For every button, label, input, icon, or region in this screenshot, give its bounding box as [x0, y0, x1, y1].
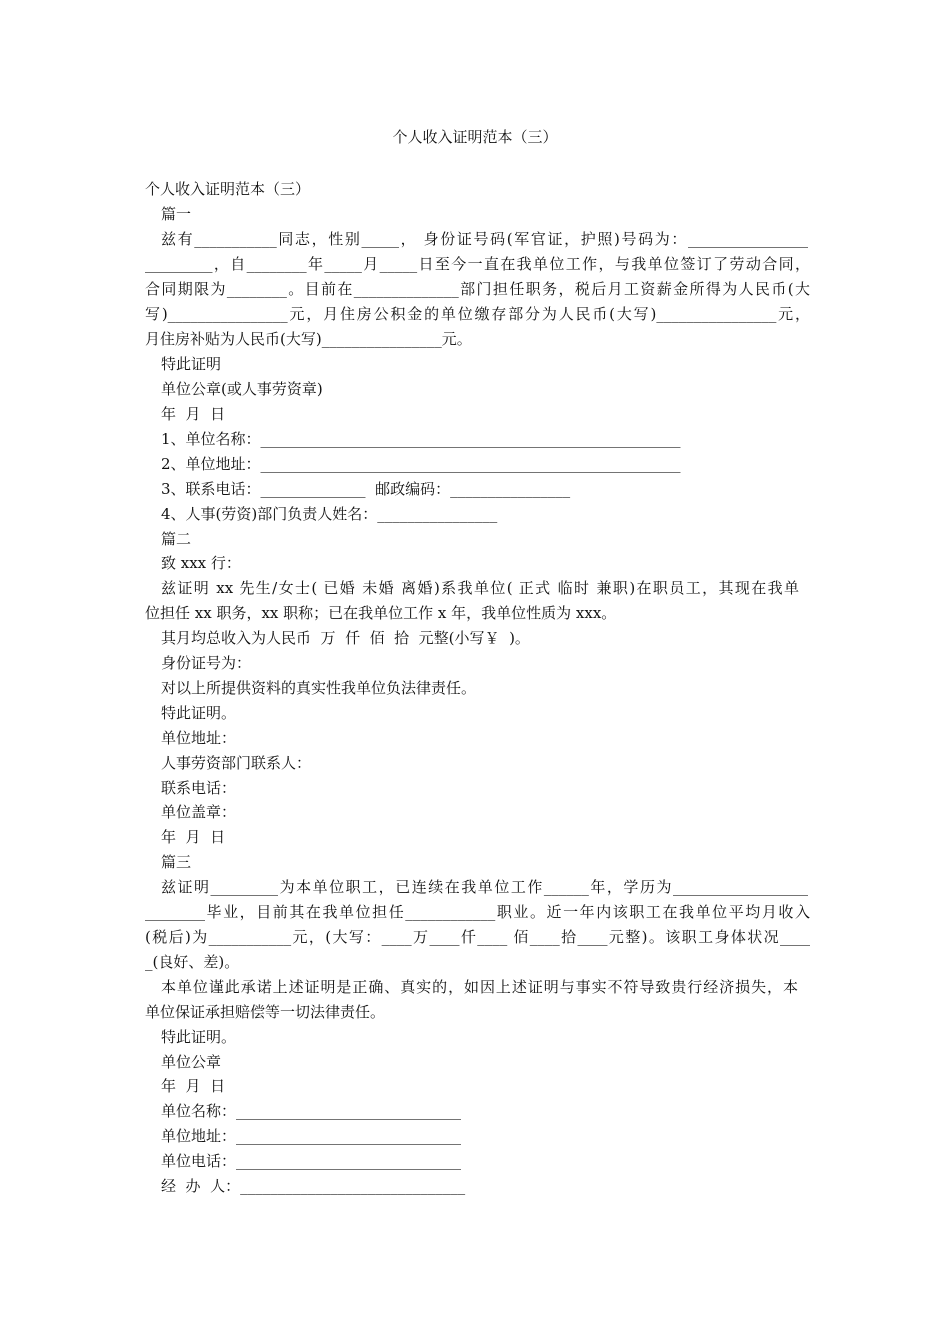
text-line: 单位公章(或人事劳资章) — [161, 380, 323, 398]
form-field: 1、单位名称：________________________________________________________ — [161, 430, 681, 448]
form-field: 单位名称：______________________________ — [161, 1102, 462, 1120]
text-line: 特此证明 — [161, 355, 222, 373]
form-field: 3、联系电话：______________ 邮政编码：________________ — [161, 480, 571, 498]
paragraph-line: 本单位谨此承诺上述证明是正确、真实的，如因上述证明与事实不符导致贵行经济损失，本 — [161, 978, 798, 996]
section-heading-1: 篇一 — [161, 205, 192, 223]
text-line: 单位地址： — [161, 729, 237, 747]
section-heading-2: 篇二 — [161, 530, 192, 548]
text-line: 联系电话： — [161, 779, 237, 797]
text-line: 单位公章 — [161, 1053, 222, 1071]
paragraph-line: 兹证明_________为本单位职工，已连续在我单位工作______年，学历为__________________ — [161, 878, 808, 896]
text-line: 特此证明。 — [161, 704, 237, 722]
text-line: 单位盖章： — [161, 803, 237, 821]
paragraph-line: ________毕业，目前其在我单位担任____________职业。近一年内该职工在我单位平均月收入 — [145, 903, 810, 921]
form-field: 经 办 人：______________________________ — [161, 1177, 466, 1195]
date-line: 年 月 日 — [161, 1077, 226, 1095]
text-line: 特此证明。 — [161, 1028, 237, 1046]
section-heading-3: 篇三 — [161, 853, 192, 871]
text-line: 身份证号为： — [161, 654, 252, 672]
date-line: 年 月 日 — [161, 405, 226, 423]
paragraph-line: 写)________________元，月住房公积金的单位缴存部分为人民币(大写)________________元， — [145, 305, 810, 323]
paragraph-line: 单位保证承担赔偿等一切法律责任。 — [145, 1003, 386, 1021]
text-line: 对以上所提供资料的真实性我单位负法律责任。 — [161, 679, 477, 697]
paragraph-line: _(良好、差)。 — [145, 953, 240, 971]
paragraph-line: 合同期限为________。目前在______________部门担任职务，税后月工资薪金所得为人民币(大 — [145, 280, 810, 298]
paragraph-line: 兹证明 xx 先生/女士( 已婚 未婚 离婚)系我单位( 正式 临时 兼职)在职员工，其现在我单 — [161, 579, 799, 597]
paragraph-line: 兹有___________同志，性别_____， 身份证号码(军官证，护照)号码为：________________ — [161, 230, 808, 248]
doc-heading: 个人收入证明范本（三） — [145, 180, 311, 198]
form-field: 2、单位地址：________________________________________________________ — [161, 455, 681, 473]
paragraph-line: _________，自________年_____月_____日至今一直在我单位工作，与我单位签订了劳动合同， — [145, 255, 810, 273]
paragraph-line: 位担任 xx 职务，xx 职称；已在我单位工作 x 年，我单位性质为 xxx。 — [145, 604, 617, 622]
text-line: 其月均总收入为人民币 万 仟 佰 拾 元整(小写￥ )。 — [161, 629, 530, 647]
paragraph-line: (税后)为___________元，(大写：____万____仟____ 佰____拾____元整)。该职工身体状况____ — [145, 928, 810, 946]
form-field: 单位地址：______________________________ — [161, 1127, 462, 1145]
paragraph-line: 月住房补贴为人民币(大写)________________元。 — [145, 330, 472, 348]
page-title: 个人收入证明范本（三） — [392, 128, 558, 146]
date-line: 年 月 日 — [161, 828, 226, 846]
text-line: 致 xxx 行： — [161, 554, 241, 572]
form-field: 单位电话：______________________________ — [161, 1152, 462, 1170]
form-field: 4、人事(劳资)部门负责人姓名：________________ — [161, 505, 498, 523]
text-line: 人事劳资部门联系人： — [161, 754, 312, 772]
